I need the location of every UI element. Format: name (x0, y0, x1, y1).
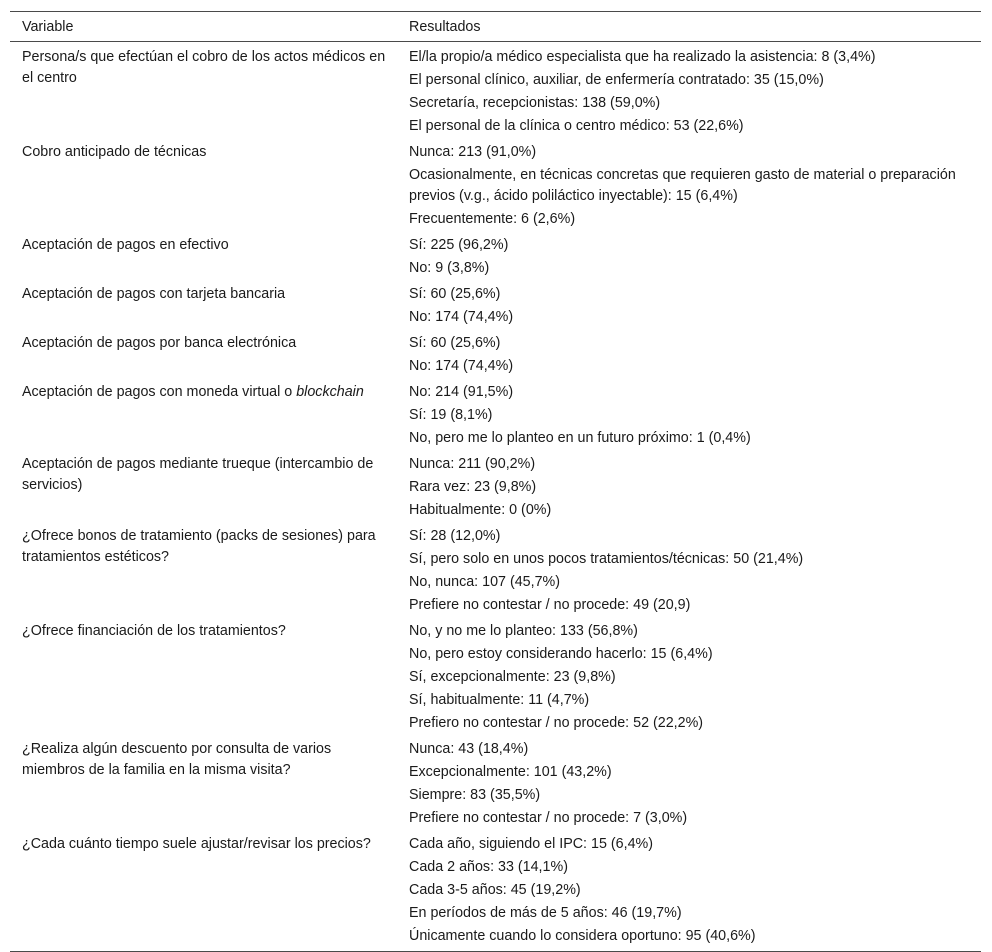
variable-text: Aceptación de pagos mediante trueque (intercambio de servicios) (22, 456, 374, 493)
result-item: Sí, excepcionalmente: 23 (9,8%) (409, 669, 616, 685)
variable-cell (10, 139, 403, 232)
result-cell (403, 831, 981, 952)
result-item: No, pero me lo planteo en un futuro próximo: 1 (0,4%) (409, 430, 751, 446)
result-item: Cada 2 años: 33 (14,1%) (409, 859, 568, 875)
table-row (10, 281, 981, 330)
variable-italic-text: blockchain (296, 384, 364, 400)
result-item: Sí: 28 (12,0%) (409, 528, 501, 544)
result-item: Nunca: 211 (90,2%) (409, 456, 536, 472)
table-row (10, 379, 981, 451)
table-row (10, 330, 981, 379)
result-item: No, nunca: 107 (45,7%) (409, 574, 561, 590)
result-cell (403, 618, 981, 736)
result-item: No: 174 (74,4%) (409, 358, 514, 374)
table-row (10, 618, 981, 736)
table-row (10, 736, 981, 831)
result-item: No: 9 (3,8%) (409, 260, 490, 276)
table-body (10, 42, 981, 952)
variable-text: ¿Realiza algún descuento por consulta de varios miembros de la familia en la misma visita? (22, 741, 332, 778)
result-item: Sí, habitualmente: 11 (4,7%) (409, 692, 590, 708)
result-item: Frecuentemente: 6 (2,6%) (409, 211, 576, 227)
result-item: Prefiere no contestar / no procede: 49 (20,9) (409, 597, 691, 613)
variable-cell (10, 451, 403, 523)
variable-text: ¿Ofrece bonos de tratamiento (packs de sesiones) para tratamientos estéticos? (22, 528, 376, 565)
result-item: Secretaría, recepcionistas: 138 (59,0%) (409, 95, 661, 111)
result-cell (403, 139, 981, 232)
result-item: No, y no me lo planteo: 133 (56,8%) (409, 623, 638, 639)
result-item: En períodos de más de 5 años: 46 (19,7%) (409, 905, 682, 921)
table-row (10, 42, 981, 140)
header-variable: Variable (10, 12, 403, 42)
table-row (10, 139, 981, 232)
variable-cell (10, 618, 403, 736)
results-table (10, 11, 981, 952)
result-item: El/la propio/a médico especialista que ha realizado la asistencia: 8 (3,4%) (409, 49, 876, 65)
result-cell (403, 330, 981, 379)
result-item: Cada 3-5 años: 45 (19,2%) (409, 882, 581, 898)
result-item: Sí: 60 (25,6%) (409, 335, 501, 351)
table-row (10, 232, 981, 281)
result-item: Sí: 60 (25,6%) (409, 286, 501, 302)
header-resultados: Resultados (403, 12, 981, 42)
result-item: Excepcionalmente: 101 (43,2%) (409, 764, 612, 780)
variable-text: Aceptación de pagos con tarjeta bancaria (22, 286, 286, 302)
variable-cell (10, 379, 403, 451)
result-cell (403, 736, 981, 831)
result-cell (403, 523, 981, 618)
variable-cell (10, 232, 403, 281)
result-item: No: 214 (91,5%) (409, 384, 514, 400)
variable-text: Aceptación de pagos por banca electrónica (22, 335, 297, 351)
header-row (10, 12, 981, 42)
result-item: Prefiero no contestar / no procede: 52 (22,2%) (409, 715, 704, 731)
result-cell (403, 281, 981, 330)
result-item: Siempre: 83 (35,5%) (409, 787, 541, 803)
result-cell (403, 451, 981, 523)
result-cell (403, 232, 981, 281)
result-item: Nunca: 43 (18,4%) (409, 741, 529, 757)
result-item: Sí: 19 (8,1%) (409, 407, 493, 423)
result-item: Sí: 225 (96,2%) (409, 237, 509, 253)
result-item: Rara vez: 23 (9,8%) (409, 479, 537, 495)
result-cell (403, 42, 981, 140)
variable-cell (10, 831, 403, 952)
table-row (10, 451, 981, 523)
result-item: Ocasionalmente, en técnicas concretas que requieren gasto de material o preparación previos (v.g., ácido poliláctico inyectable): 15 (6,4%) (409, 167, 956, 204)
result-item: Prefiere no contestar / no procede: 7 (3,0%) (409, 810, 688, 826)
variable-text: Aceptación de pagos en efectivo (22, 237, 229, 253)
result-item: El personal clínico, auxiliar, de enfermería contratado: 35 (15,0%) (409, 72, 824, 88)
results-table-container (10, 11, 981, 952)
variable-text: Persona/s que efectúan el cobro de los actos médicos en el centro (22, 49, 386, 86)
result-cell (403, 379, 981, 451)
variable-cell (10, 330, 403, 379)
result-item: El personal de la clínica o centro médico: 53 (22,6%) (409, 118, 744, 134)
result-item: Nunca: 213 (91,0%) (409, 144, 537, 160)
variable-text: ¿Ofrece financiación de los tratamientos? (22, 623, 286, 639)
variable-text: Cobro anticipado de técnicas (22, 144, 207, 160)
variable-cell (10, 42, 403, 140)
table-row (10, 831, 981, 952)
variable-cell (10, 281, 403, 330)
result-item: Cada año, siguiendo el IPC: 15 (6,4%) (409, 836, 653, 852)
variable-cell (10, 736, 403, 831)
result-item: Únicamente cuando lo considera oportuno: 95 (40,6%) (409, 928, 756, 944)
result-item: Sí, pero solo en unos pocos tratamientos/técnicas: 50 (21,4%) (409, 551, 804, 567)
table-row (10, 523, 981, 618)
result-item: Habitualmente: 0 (0%) (409, 502, 552, 518)
variable-text: ¿Cada cuánto tiempo suele ajustar/revisar los precios? (22, 836, 371, 852)
variable-text: Aceptación de pagos con moneda virtual o (22, 384, 293, 400)
result-item: No, pero estoy considerando hacerlo: 15 (6,4%) (409, 646, 713, 662)
variable-cell (10, 523, 403, 618)
result-item: No: 174 (74,4%) (409, 309, 514, 325)
